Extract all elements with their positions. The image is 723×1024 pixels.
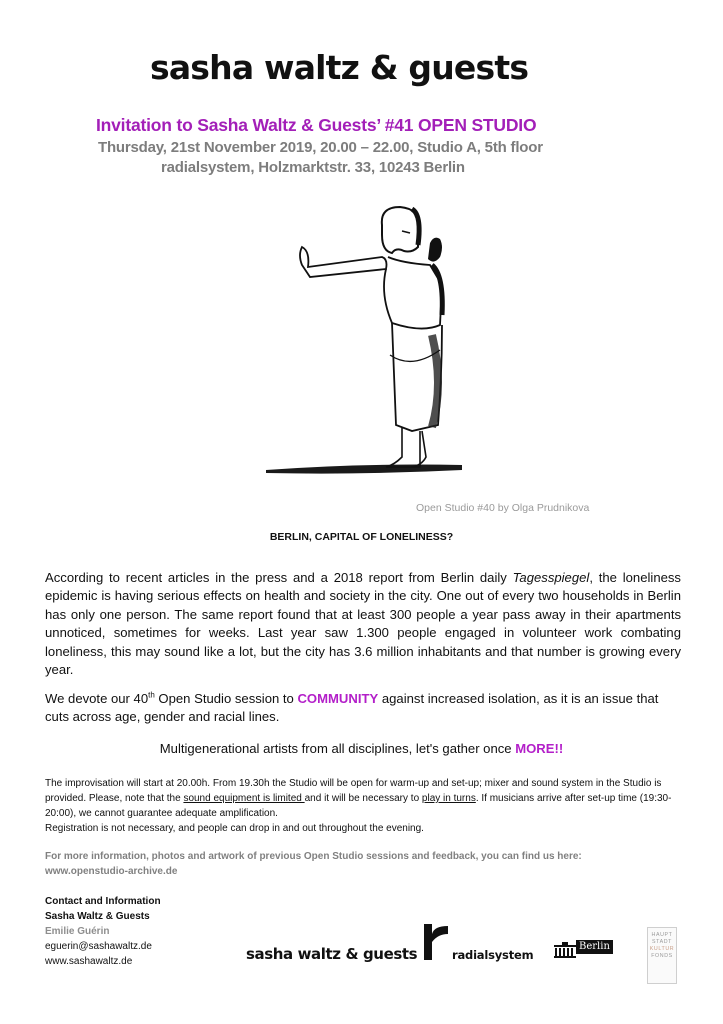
event-date-line: Thursday, 21st November 2019, 20.00 – 22.00, Studio A, 5th floor bbox=[98, 139, 543, 156]
registration-note: Registration is not necessary, and people can drop in and out throughout the evening. bbox=[45, 823, 424, 834]
more-info-text: For more information, photos and artwork of previous Open Studio sessions and feedback, you can find us here: bbox=[45, 851, 582, 862]
dancer-illustration-icon bbox=[262, 195, 518, 477]
brand-logo: sasha waltz & guests bbox=[150, 48, 529, 87]
play-in-turns-note: play in turns bbox=[421, 793, 476, 804]
contact-heading: Contact and Information bbox=[45, 896, 161, 907]
footer-logo-radialsystem: radialsystem bbox=[424, 924, 534, 968]
article-paragraph-2: We devote our 40th Open Studio session to COMMUNITY against increased isolation, as it is an issue that cuts across age, gender and racial lines. bbox=[45, 690, 659, 725]
practical-info: The improvisation will start at 20.00h. From 19.30h the Studio will be open for warm-up and set-up; mixer and sound system in the Studio is provided. Please, note that the sound equipment is limited and it will be necessary to play in turns. If musicians arrive after set-up time (19:30-20:00), we cannot guarantee adequate amplification. Registration is not necessary, and people can drop in and out throughout the evening. bbox=[45, 778, 672, 834]
illustration-caption: Open Studio #40 by Olga Prudnikova bbox=[416, 502, 590, 514]
newspaper-name: Tagesspiegel bbox=[512, 570, 590, 585]
contact-block bbox=[45, 894, 161, 969]
archive-link[interactable]: www.openstudio-archive.de bbox=[45, 866, 178, 877]
footer-logo-sasha-waltz: sasha waltz & guests bbox=[246, 945, 418, 963]
contact-person: Emilie Guérin bbox=[45, 926, 110, 937]
more-highlight: MORE!! bbox=[515, 741, 564, 756]
call-to-action: Multigenerational artists from all disciplines, let's gather once MORE!! bbox=[159, 741, 564, 756]
sound-equipment-note: sound equipment is limited bbox=[183, 793, 305, 804]
article-paragraph-1: According to recent articles in the press and a 2018 report from Berlin daily Tagesspiegel, the loneliness epidemic is having serious effects on health and society in the city. One out of every two households in Berlin has only one person. The same report found that at least 300 people a year pass away in their apartments unnoticed, sometimes for weeks. Last year saw 1.300 people engaged in volunteer work combating loneliness, this may sound like a lot, but the city has 3.6 million inhabitants and that number is growing every year. bbox=[45, 570, 681, 678]
radialsystem-r-icon bbox=[424, 924, 450, 960]
article-heading: BERLIN, CAPITAL OF LONELINESS? bbox=[269, 531, 454, 543]
footer-logo-hauptstadtkulturfonds: HAUPT STADT KULTUR FONDS bbox=[647, 927, 677, 984]
footer-logo-berlin: Berlin bbox=[554, 940, 618, 962]
contact-email[interactable]: eguerin@sashawaltz.de bbox=[45, 941, 152, 952]
contact-website[interactable]: www.sashawaltz.de bbox=[45, 956, 133, 967]
brandenburg-gate-icon bbox=[554, 942, 576, 958]
community-highlight: COMMUNITY bbox=[297, 691, 379, 706]
contact-org: Sasha Waltz & Guests bbox=[45, 911, 150, 922]
event-address-line: radialsystem, Holzmarktstr. 33, 10243 Berlin bbox=[161, 159, 465, 176]
invitation-title: Invitation to Sasha Waltz & Guests’ #41 OPEN STUDIO bbox=[96, 115, 537, 135]
more-info bbox=[45, 849, 685, 879]
